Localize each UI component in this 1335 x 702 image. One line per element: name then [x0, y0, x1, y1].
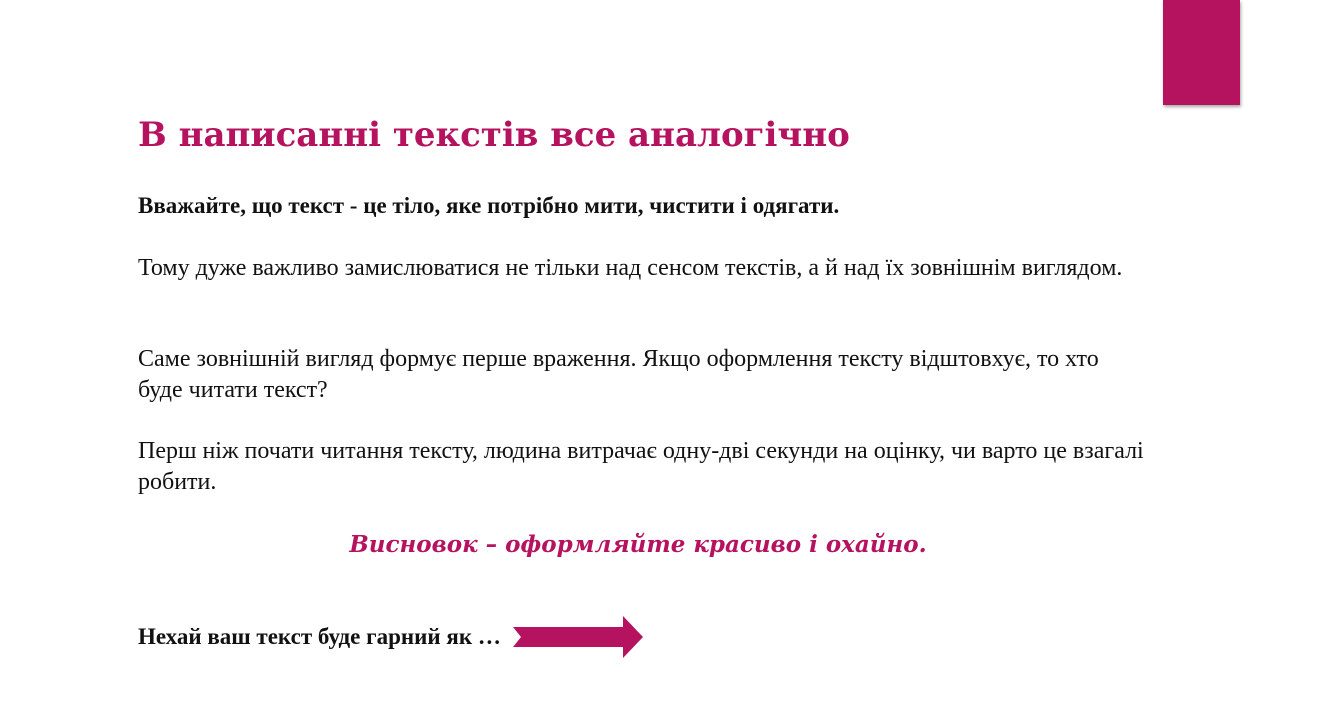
final-line-text: Нехай ваш текст буде гарний як …	[138, 624, 501, 649]
paragraph-4: Перш ніж почати читання тексту, людина витрачає одну-дві секунди на оцінку, чи варто це взагалі робити.	[138, 438, 1144, 495]
final-line-row	[138, 614, 645, 660]
accent-corner-block	[1163, 0, 1240, 105]
slide-content	[138, 0, 1148, 702]
paragraph-1: Вважайте, що текст - це тіло, яке потрібно мити, чистити і одягати.	[138, 193, 840, 218]
slide-title: В написанні текстів все аналогічно	[138, 115, 850, 155]
paragraph-3: Саме зовнішній вигляд формує перше враження. Якщо оформлення тексту відштовхує, то хто буде читати текст?	[138, 346, 1099, 403]
conclusion-text: Висновок – оформляйте красиво і охайно.	[349, 531, 927, 558]
right-arrow-icon	[511, 614, 645, 660]
paragraph-2: Тому дуже важливо замислюватися не тільки над сенсом текстів, а й над їх зовнішнім виглядом.	[138, 255, 1123, 281]
